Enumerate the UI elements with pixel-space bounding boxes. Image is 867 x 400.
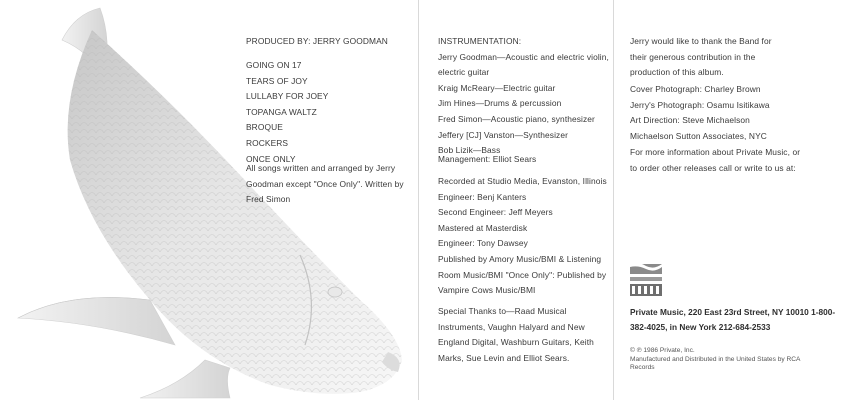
list-item: TEARS OF JOY [246, 75, 308, 86]
songwriting-note: All songs written and arranged by Jerry Goodman except "Once Only". Written by Fred Simon [246, 163, 404, 205]
distribution-line: Manufactured and Distributed in the United States by RCA Records [630, 355, 801, 372]
list-item: Second Engineer: Jeff Meyers [438, 207, 553, 218]
management-credit: Management: Elliot Sears [438, 154, 537, 164]
list-item: Kraig McReary—Electric guitar [438, 82, 556, 93]
list-item: GOING ON 17 [246, 60, 302, 70]
copyright-notice [630, 347, 820, 373]
copyright-line: © ℗ 1986 Private, Inc. [630, 347, 695, 354]
list-item: TOPANGA WALTZ [246, 106, 317, 117]
list-item: Jim Hines—Drums & percussion [438, 98, 562, 109]
list-item: Engineer: Tony Dawsey [438, 238, 528, 249]
list-item: ROCKERS [246, 137, 289, 148]
band-thanks: Jerry would like to thank the Band for their generous contribution in the production of this album. [630, 36, 772, 78]
list-item: Cover Photograph: Charley Brown [630, 84, 761, 94]
list-item: Michaelson Sutton Associates, NYC [630, 130, 767, 141]
instrumentation-section [438, 34, 610, 159]
more-info-text: For more information about Private Music, or to order other releases call or write to us at: [630, 147, 801, 173]
list-item: LULLABY FOR JOEY [246, 91, 329, 102]
producer-credit: PRODUCED BY: JERRY GOODMAN [246, 36, 388, 46]
track-list [246, 58, 328, 167]
list-item: Jerry Goodman—Acoustic and electric violin, electric guitar [438, 51, 609, 78]
recording-credits [438, 174, 610, 299]
list-item: BROQUE [246, 122, 283, 133]
special-thanks: Special Thanks to—Raad Musical Instruments, Vaughn Halyard and New England Digital, Washburn Guitars, Keith Marks, Sue Levin and Elliot Sears. [438, 306, 594, 363]
list-item: Mastered at Masterdisk [438, 222, 528, 233]
list-item: Bob Lizik—Bass [438, 145, 501, 156]
private-music-logo-icon [630, 262, 662, 302]
list-item: Published by Amory Music/BMI & Listening Room Music/BMI "Once Only": Published by Vampire Cows Music/BMI [438, 253, 607, 296]
list-item: Jerry's Photograph: Osamu Isitikawa [630, 99, 770, 110]
list-item: Art Direction: Steve Michaelson [630, 115, 750, 126]
contact-address: Private Music, 220 East 23rd Street, NY 10010 1-800-382-4025, in New York 212-684-2533 [630, 307, 836, 332]
instrumentation-heading: INSTRUMENTATION: [438, 36, 522, 46]
list-item: ONCE ONLY [246, 153, 296, 164]
list-item: Engineer: Benj Kanters [438, 191, 527, 202]
left-panel [0, 0, 418, 400]
photo-credits [630, 82, 830, 144]
list-item: Recorded at Studio Media, Evanston, Illinois [438, 176, 607, 186]
list-item: Jeffery [CJ] Vanston—Synthesizer [438, 129, 568, 140]
list-item: Fred Simon—Acoustic piano, synthesizer [438, 113, 595, 124]
